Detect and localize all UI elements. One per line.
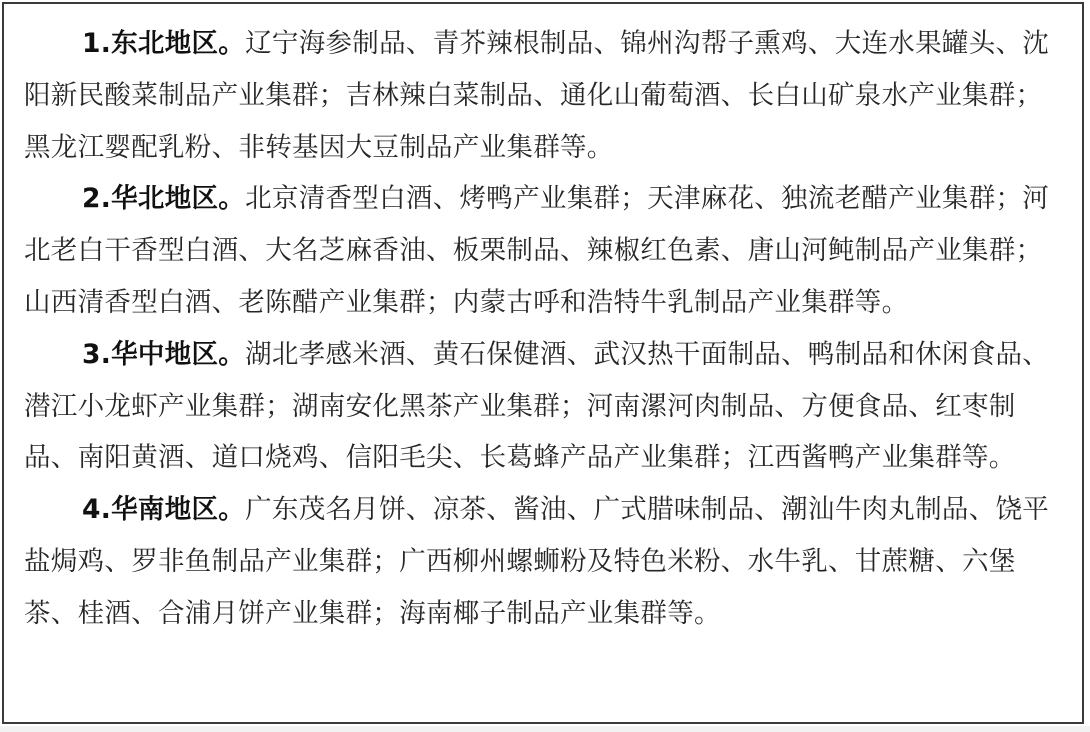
section-text: 湖北孝感米酒、黄石保健酒、武汉热干面制品、鸭制品和休闲食品、潜江小龙虾产业集群；湖南安化黑茶产业集群；河南漯河肉制品、方便食品、红枣制品、南阳黄酒、道口烧鸡、信阳毛尖、长葛蜂产品产业集群；江西酱鸭产业集群等。	[24, 338, 1050, 474]
section-north	[24, 173, 1056, 328]
section-text: 北京清香型白酒、烤鸭产业集群；天津麻花、独流老醋产业集群；河北老白干香型白酒、大名芝麻香油、板栗制品、辣椒红色素、唐山河鲀制品产业集群；山西清香型白酒、老陈醋产业集群；内蒙古呼和浩特牛乳制品产业集群等。	[24, 183, 1050, 318]
section-heading: 4.华南地区。	[82, 494, 246, 526]
section-central	[24, 329, 1056, 484]
document-frame	[2, 2, 1084, 724]
document-body	[24, 18, 1056, 640]
section-text: 辽宁海参制品、青芥辣根制品、锦州沟帮子熏鸡、大连水果罐头、沈阳新民酸菜制品产业集群；吉林辣白菜制品、通化山葡萄酒、长白山矿泉水产业集群；黑龙江婴配乳粉、非转基因大豆制品产业集群等。	[24, 28, 1050, 163]
bottom-edge	[0, 726, 1090, 732]
section-northeast	[24, 18, 1056, 173]
section-south	[24, 484, 1056, 639]
section-heading: 3.华中地区。	[82, 338, 246, 370]
section-heading: 2.华北地区。	[82, 183, 246, 215]
section-text: 广东茂名月饼、凉茶、酱油、广式腊味制品、潮汕牛肉丸制品、饶平盐焗鸡、罗非鱼制品产业集群；广西柳州螺蛳粉及特色米粉、水牛乳、甘蔗糖、六堡茶、桂酒、合浦月饼产业集群；海南椰子制品产业集群等。	[24, 494, 1050, 629]
section-heading: 1.东北地区。	[82, 28, 246, 59]
